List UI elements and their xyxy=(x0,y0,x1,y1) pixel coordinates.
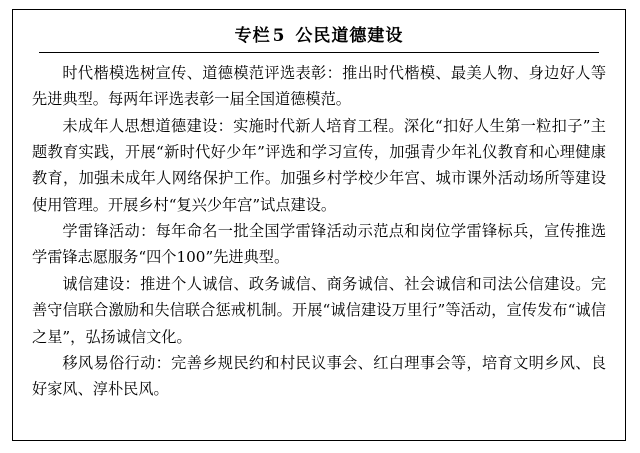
title-number: 5 xyxy=(272,26,286,46)
page-title xyxy=(13,21,625,46)
paragraph: 时代楷模选树宣传、道德模范评选表彰：推出时代楷模、最美人物、身边好人等先进典型。每两年评选表彰一届全国道德模范。 xyxy=(32,64,606,109)
paragraph: 移风易俗行动：完善乡规民约和村民议事会、红白理事会等，培育文明乡风、良好家风、淳朴民风。 xyxy=(32,354,606,399)
paragraph: 学雷锋活动：每年命名一批全国学雷锋活动示范点和岗位学雷锋标兵，宣传推选学雷锋志愿服务“四个100”先进典型。 xyxy=(32,222,606,267)
paragraph: 未成年人思想道德建设：实施时代新人培育工程。深化“扣好人生第一粒扣子”主题教育实践，开展“新时代好少年”评选和学习宣传，加强青少年礼仪教育和心理健康教育，加强未成年人网络保护工作。加强乡村学校少年宫、城市课外活动场所等建设使用管理。开展乡村“复兴少年宫”试点建设。 xyxy=(32,116,606,214)
column-box xyxy=(12,9,626,441)
title-label: 专栏 xyxy=(234,26,271,46)
document-body xyxy=(13,53,625,403)
title-text: 公民道德建设 xyxy=(295,26,404,46)
paragraph: 诚信建设：推进个人诚信、政务诚信、商务诚信、社会诚信和司法公信建设。完善守信联合激励和失信联合惩戒机制。开展“诚信建设万里行”等活动，宣传发布“诚信之星”，弘扬诚信文化。 xyxy=(32,275,606,346)
